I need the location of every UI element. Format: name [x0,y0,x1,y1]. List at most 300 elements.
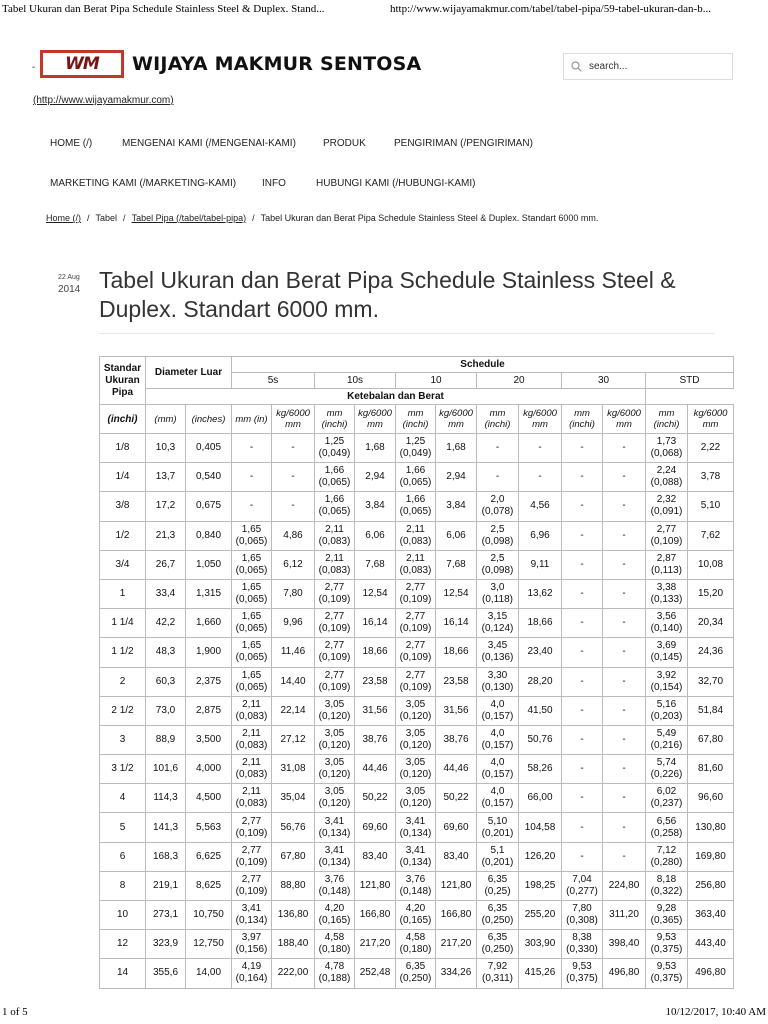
table-cell: 20,34 [688,609,734,638]
article-date-month: 22 Aug [58,274,80,281]
table-cell: 7,62 [688,521,734,550]
table-row [100,550,734,579]
table-cell: 1,66 (0,065) [315,492,355,521]
table-cell: 121,80 [436,871,477,900]
table-cell: 4,0 (0,157) [477,755,519,784]
schedule-header-4: 30 [562,373,646,389]
table-cell: 2,77 (0,109) [232,813,272,842]
table-cell: 2,77 (0,109) [315,638,355,667]
table-cell: - [562,813,603,842]
table-cell: 4,20 (0,165) [315,901,355,930]
table-cell: 18,66 [436,638,477,667]
table-cell: 496,80 [688,959,734,988]
table-cell: 1/4 [100,463,146,492]
table-cell: - [603,667,646,696]
table-cell: 3,92 (0,154) [646,667,688,696]
print-header [0,0,768,24]
table-cell: 2,77 (0,109) [396,667,436,696]
unit-header-7: kg/6000 mm [519,405,562,434]
table-row [100,696,734,725]
table-cell: 5,16 (0,203) [646,696,688,725]
schedule-header-1: 10s [315,373,396,389]
table-cell: 6,35 (0,250) [477,930,519,959]
table-cell: - [562,550,603,579]
table-cell: - [603,784,646,813]
table-cell: 3,76 (0,148) [396,871,436,900]
table-cell: 224,80 [603,871,646,900]
table-cell: - [603,842,646,871]
table-cell: 10,08 [688,550,734,579]
table-cell: 14 [100,959,146,988]
table-cell: 1,65 (0,065) [232,550,272,579]
table-cell: 1 1/2 [100,638,146,667]
table-cell: 334,26 [436,959,477,988]
table-cell: 3,05 (0,120) [396,755,436,784]
header-diameter: Diameter Luar [146,357,232,389]
table-cell: 1 [100,579,146,608]
table-cell: 10,750 [186,901,232,930]
table-cell: 323,9 [146,930,186,959]
table-cell: - [562,609,603,638]
breadcrumb-separator: / [252,213,255,223]
print-header-url: http://www.wijayamakmur.com/tabel/tabel-pipa/59-tabel-ukuran-dan-b... [390,3,711,15]
nav-item-hubungi-kami[interactable]: HUBUNGI KAMI (/HUBUNGI-KAMI) [316,178,476,189]
table-cell: 4,000 [186,755,232,784]
table-cell: 1 1/4 [100,609,146,638]
table-cell: 33,4 [146,579,186,608]
table-cell: 51,84 [688,696,734,725]
table-cell: 2,77 (0,109) [396,638,436,667]
table-cell: 2,77 (0,109) [396,579,436,608]
table-cell: 44,46 [436,755,477,784]
table-cell: 0,840 [186,521,232,550]
table-cell: - [562,434,603,463]
table-cell: 3,05 (0,120) [315,696,355,725]
table-cell: 355,6 [146,959,186,988]
table-cell: 3,76 (0,148) [315,871,355,900]
table-cell: 9,11 [519,550,562,579]
table-cell: 4,86 [272,521,315,550]
table-row [100,930,734,959]
table-cell: 16,14 [355,609,396,638]
table-cell: 168,3 [146,842,186,871]
table-cell: 2,32 (0,091) [646,492,688,521]
table-cell: 7,92 (0,311) [477,959,519,988]
table-cell: 311,20 [603,901,646,930]
table-cell: 8,18 (0,322) [646,871,688,900]
table-cell: 1,900 [186,638,232,667]
table-row [100,492,734,521]
table-row [100,901,734,930]
table-cell: - [603,579,646,608]
table-cell: 22,14 [272,696,315,725]
table-cell: 130,80 [688,813,734,842]
table-cell: 166,80 [436,901,477,930]
table-cell: 3/4 [100,550,146,579]
table-cell: 126,20 [519,842,562,871]
table-cell: 252,48 [355,959,396,988]
home-url-link[interactable]: (http://www.wijayamakmur.com) [33,95,174,106]
table-cell: 67,80 [272,842,315,871]
table-cell: 2,77 (0,109) [232,842,272,871]
table-row [100,609,734,638]
table-cell: 88,80 [272,871,315,900]
table-cell: 2,5 (0,098) [477,550,519,579]
table-cell: 6,56 (0,258) [646,813,688,842]
table-cell: - [603,638,646,667]
header-ketebalan: Ketebalan dan Berat [146,389,646,405]
table-cell: 38,76 [436,725,477,754]
table-cell: 3,0 (0,118) [477,579,519,608]
table-cell: 3,45 (0,136) [477,638,519,667]
table-cell: 12,54 [436,579,477,608]
table-cell: 0,405 [186,434,232,463]
table-cell: 6,96 [519,521,562,550]
table-cell: 88,9 [146,725,186,754]
table-cell: - [562,842,603,871]
site-logo[interactable] [40,48,421,80]
search-box[interactable] [563,53,733,80]
table-cell: 1,65 (0,065) [232,521,272,550]
table-cell: 8 [100,871,146,900]
table-cell: 3,69 (0,145) [646,638,688,667]
table-cell: 7,80 [272,579,315,608]
table-cell: 1,66 (0,065) [315,463,355,492]
nav-item-pengiriman[interactable]: PENGIRIMAN (/PENGIRIMAN) [394,138,533,149]
schedule-header-2: 10 [396,373,477,389]
table-cell: 2,11 (0,083) [315,521,355,550]
table-cell: 0,675 [186,492,232,521]
table-cell: 255,20 [519,901,562,930]
breadcrumb-separator: / [87,213,90,223]
table-cell: 3,05 (0,120) [315,784,355,813]
table-cell: 101,6 [146,755,186,784]
unit-header-8: mm (inchi) [562,405,603,434]
table-cell: 169,80 [688,842,734,871]
table-cell: 5 [100,813,146,842]
table-cell: - [232,463,272,492]
table-cell: 2,11 (0,083) [232,755,272,784]
table-cell: 1,65 (0,065) [232,667,272,696]
table-cell: 4 [100,784,146,813]
table-cell: 6 [100,842,146,871]
table-cell: 3 1/2 [100,755,146,784]
table-cell: 35,04 [272,784,315,813]
nav-item-mengenai-kami[interactable]: MENGENAI KAMI (/MENGENAI-KAMI) [122,138,296,149]
table-row [100,755,734,784]
table-cell: 27,12 [272,725,315,754]
table-cell: 443,40 [688,930,734,959]
search-icon [571,61,582,72]
table-cell: 2,77 (0,109) [396,609,436,638]
table-cell: - [272,492,315,521]
table-row [100,667,734,696]
table-cell: 2,875 [186,696,232,725]
table-cell: 3,500 [186,725,232,754]
unit-header-9: kg/6000 mm [603,405,646,434]
table-cell: 2,77 (0,109) [315,667,355,696]
table-cell: 2,11 (0,083) [396,521,436,550]
table-cell: 32,70 [688,667,734,696]
table-cell: 136,80 [272,901,315,930]
table-cell: 6,35 (0,250) [396,959,436,988]
table-cell: 3,05 (0,120) [396,696,436,725]
table-cell: 3,05 (0,120) [396,784,436,813]
nav-item-produk[interactable]: PRODUK [323,138,366,149]
table-cell: 2,77 (0,109) [315,579,355,608]
table-cell: 3,05 (0,120) [315,725,355,754]
table-cell: 5,74 (0,226) [646,755,688,784]
table-cell: 6,12 [272,550,315,579]
table-cell: 3,78 [688,463,734,492]
table-cell: 2,77 (0,109) [315,609,355,638]
table-cell: 13,62 [519,579,562,608]
article-date [58,274,84,295]
table-cell: 5,10 [688,492,734,521]
table-row [100,842,734,871]
table-cell: 15,20 [688,579,734,608]
unit-header-5: kg/6000 mm [436,405,477,434]
table-cell: - [603,463,646,492]
table-cell: 2,22 [688,434,734,463]
table-cell: 16,14 [436,609,477,638]
table-cell: 415,26 [519,959,562,988]
table-row [100,434,734,463]
table-cell: 42,2 [146,609,186,638]
table-cell: - [603,550,646,579]
table-cell: 5,563 [186,813,232,842]
table-cell: 2,77 (0,109) [232,871,272,900]
header-standar [100,357,146,405]
table-cell: 12,750 [186,930,232,959]
table-cell: 2,11 (0,083) [232,725,272,754]
table-cell: 7,68 [355,550,396,579]
table-cell: 256,80 [688,871,734,900]
table-cell: 13,7 [146,463,186,492]
table-cell: 83,40 [355,842,396,871]
table-cell: 4,58 (0,180) [396,930,436,959]
table-row [100,725,734,754]
table-cell: 6,06 [355,521,396,550]
table-cell: - [232,492,272,521]
unit-header-3: kg/6000 mm [355,405,396,434]
schedule-header-3: 20 [477,373,562,389]
header-inches: (inches) [186,405,232,434]
table-cell: 5,49 (0,216) [646,725,688,754]
table-cell: 4,0 (0,157) [477,784,519,813]
print-footer-datetime: 10/12/2017, 10:40 AM [665,1006,766,1018]
table-cell: - [603,521,646,550]
table-cell: 18,66 [355,638,396,667]
table-row [100,871,734,900]
unit-header-4: mm (inchi) [396,405,436,434]
table-cell: 48,3 [146,638,186,667]
table-cell: 83,40 [436,842,477,871]
unit-header-2: mm (inchi) [315,405,355,434]
table-cell: 6,35 (0,25) [477,871,519,900]
table-cell: 1,315 [186,579,232,608]
table-cell: 4,20 (0,165) [396,901,436,930]
table-row [100,463,734,492]
table-cell: 11,46 [272,638,315,667]
table-cell: 31,56 [355,696,396,725]
table-cell: 3 [100,725,146,754]
breadcrumb-current: Tabel Ukuran dan Berat Pipa Schedule Stainless Steel & Duplex. Standart 6000 mm. [260,213,599,223]
unit-header-6: mm (inchi) [477,405,519,434]
table-cell: 7,68 [436,550,477,579]
unit-header-10: mm (inchi) [646,405,688,434]
table-cell: 1,65 (0,065) [232,638,272,667]
table-cell: 222,00 [272,959,315,988]
table-cell: 141,3 [146,813,186,842]
table-cell: 0,540 [186,463,232,492]
table-cell: 1,660 [186,609,232,638]
table-cell: 10 [100,901,146,930]
table-cell: 2,375 [186,667,232,696]
table-cell: 2,0 (0,078) [477,492,519,521]
table-cell: 398,40 [603,930,646,959]
table-cell: - [603,755,646,784]
table-cell: 44,46 [355,755,396,784]
schedule-header-5: STD [646,373,734,389]
breadcrumb-separator: / [123,213,126,223]
table-cell: 3,05 (0,120) [315,755,355,784]
table-cell: 363,40 [688,901,734,930]
table-cell: 50,76 [519,725,562,754]
table-cell: 2,11 (0,083) [396,550,436,579]
table-cell: 2,5 (0,098) [477,521,519,550]
table-cell: 217,20 [436,930,477,959]
nav-item-info[interactable]: INFO [262,178,286,189]
table-cell: 10,3 [146,434,186,463]
table-cell: - [603,696,646,725]
table-cell: 73,0 [146,696,186,725]
table-cell: 9,53 (0,375) [646,959,688,988]
table-cell: 1,25 (0,049) [315,434,355,463]
table-cell: 217,20 [355,930,396,959]
table-cell: 66,00 [519,784,562,813]
table-row [100,638,734,667]
table-cell: - [603,813,646,842]
table-cell: 6,02 (0,237) [646,784,688,813]
table-cell: 23,58 [355,667,396,696]
table-cell: 2,94 [355,463,396,492]
unit-header-11: kg/6000 mm [688,405,734,434]
table-cell: 58,26 [519,755,562,784]
table-cell: 7,80 (0,308) [562,901,603,930]
breadcrumb-tabel-pipa[interactable]: Tabel Pipa (/tabel/tabel-pipa) [131,213,247,223]
table-cell: - [562,521,603,550]
table-cell: 9,96 [272,609,315,638]
table-row [100,959,734,988]
table-cell: 7,12 (0,280) [646,842,688,871]
table-cell: 5,1 (0,201) [477,842,519,871]
table-cell: - [477,463,519,492]
table-cell: - [562,638,603,667]
title-divider [99,333,715,334]
table-cell: 1,66 (0,065) [396,463,436,492]
table-cell: 81,60 [688,755,734,784]
print-header-title: Tabel Ukuran dan Berat Pipa Schedule Stainless Steel & Duplex. Stand... [2,3,325,15]
table-cell: - [562,696,603,725]
unit-header-0: mm (in) [232,405,272,434]
table-cell: 3,84 [436,492,477,521]
pipe-table [99,356,734,989]
table-cell: - [603,492,646,521]
table-cell: - [562,463,603,492]
nav-item-marketing-kami[interactable]: MARKETING KAMI (/MARKETING-KAMI) [50,178,237,189]
table-cell: 1,73 (0,068) [646,434,688,463]
table-cell: - [272,463,315,492]
table-cell: 3,41 (0,134) [396,842,436,871]
table-cell: 114,3 [146,784,186,813]
table-cell: 4,500 [186,784,232,813]
table-cell: 4,56 [519,492,562,521]
table-cell: - [562,667,603,696]
table-cell: - [603,434,646,463]
article-date-year: 2014 [58,284,81,295]
table-cell: 56,76 [272,813,315,842]
table-cell: - [562,725,603,754]
table-cell: 4,58 (0,180) [315,930,355,959]
table-row [100,521,734,550]
table-cell: - [603,609,646,638]
table-cell: 2,11 (0,083) [232,696,272,725]
header-standar-label: Standar Ukuran Pipa [103,362,142,398]
table-cell: 3,41 (0,134) [232,901,272,930]
table-cell: 1,65 (0,065) [232,609,272,638]
table-cell: 50,22 [436,784,477,813]
table-cell: 1,68 [355,434,396,463]
table-cell: 2 1/2 [100,696,146,725]
nav-item-home[interactable]: HOME (/) [50,138,93,149]
table-cell: 4,0 (0,157) [477,696,519,725]
breadcrumb-home[interactable]: Home (/) [46,213,82,223]
table-cell: 60,3 [146,667,186,696]
table-cell: 496,80 [603,959,646,988]
table-cell: 6,35 (0,250) [477,901,519,930]
table-cell: 8,38 (0,330) [562,930,603,959]
table-cell: 219,1 [146,871,186,900]
table-cell: 18,66 [519,609,562,638]
table-cell: 121,80 [355,871,396,900]
table-cell: 50,22 [355,784,396,813]
table-cell: 7,04 (0,277) [562,871,603,900]
table-cell: 14,00 [186,959,232,988]
table-cell: - [562,579,603,608]
table-cell: 31,08 [272,755,315,784]
table-cell: 273,1 [146,901,186,930]
print-footer-page: 1 of 5 [2,1006,28,1018]
search-input[interactable] [587,60,721,73]
table-cell: 1,65 (0,065) [232,579,272,608]
table-cell: 3,41 (0,134) [315,813,355,842]
logo-mark-icon [40,50,124,78]
table-cell: 12,54 [355,579,396,608]
table-cell: 6,06 [436,521,477,550]
table-cell: 3,05 (0,120) [396,725,436,754]
table-cell: 1,25 (0,049) [396,434,436,463]
table-cell: 1/8 [100,434,146,463]
table-cell: 2,87 (0,113) [646,550,688,579]
schedule-header-0: 5s [232,373,315,389]
table-cell: 5,10 (0,201) [477,813,519,842]
table-cell: 4,0 (0,157) [477,725,519,754]
table-cell: 26,7 [146,550,186,579]
table-cell: 3,15 (0,124) [477,609,519,638]
table-cell: 2,11 (0,083) [232,784,272,813]
header-mm: (mm) [146,405,186,434]
